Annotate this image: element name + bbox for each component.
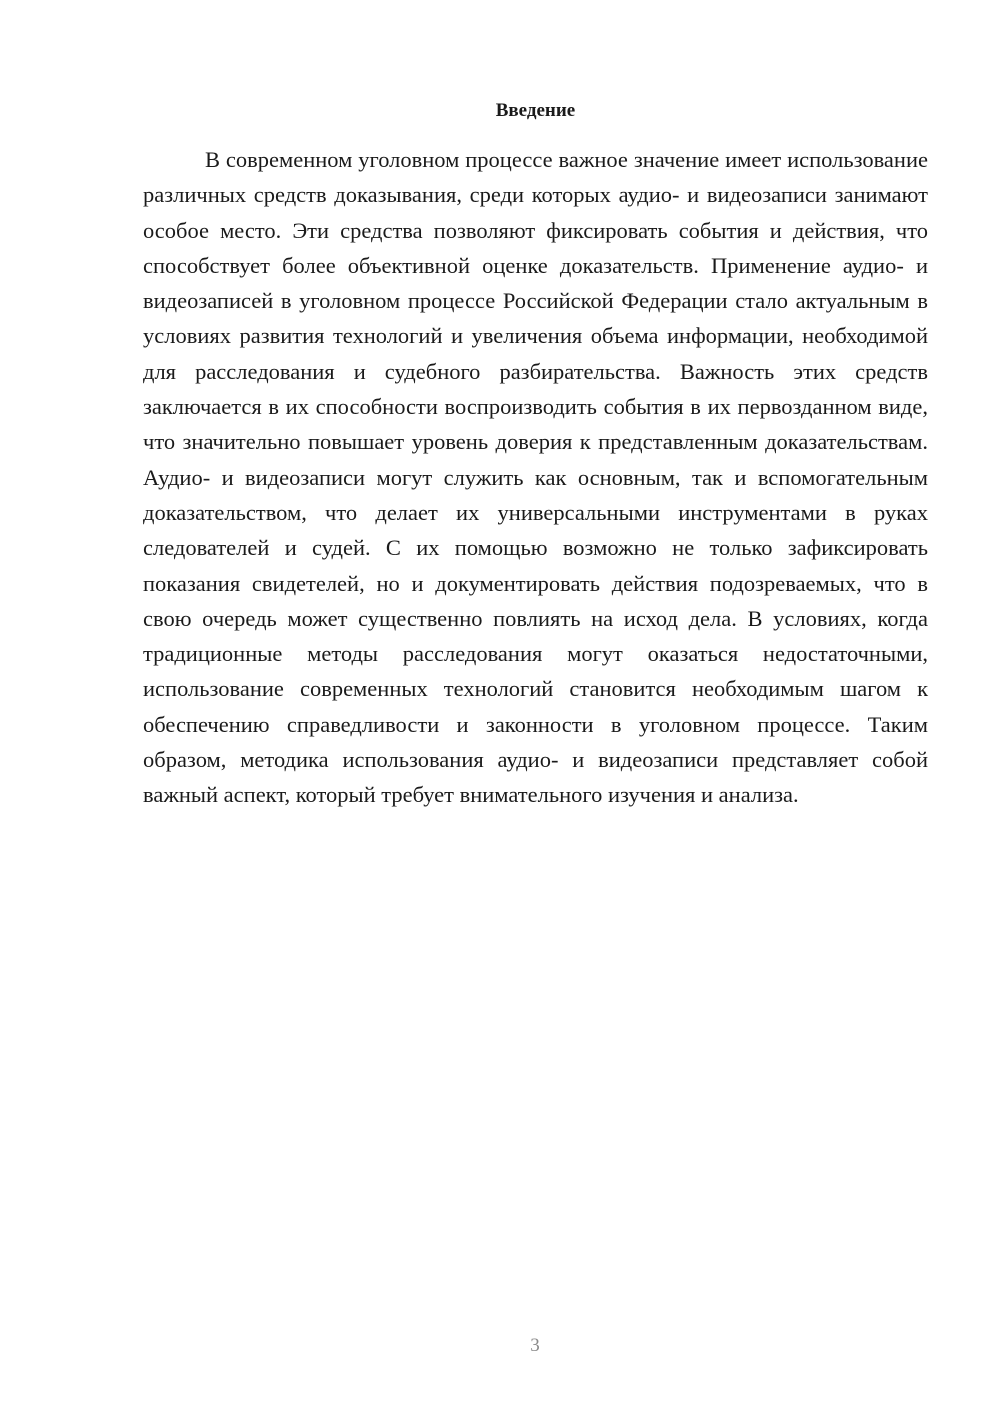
section-heading: Введение <box>495 100 576 121</box>
body-paragraph: В современном уголовном процессе важное значение имеет использование различных средств доказывания, среди которых аудио- и видеозаписи занимают особое место. Эти средства позволяют фиксировать события и действия, что способствует более объективной оценке доказательств. Применение аудио- и видеозаписей в уголовном процессе Российской Федерации стало актуальным в условиях развития технологий и увеличения объема информации, необходимой для расследования и судебного разбирательства. Важность этих средств заключается в их способности воспроизводить события в их первозданном виде, что значительно повышает уровень доверия к представленным доказательствам. Аудио- и видеозаписи могут служить как основным, так и вспомогательным доказательством, что делает их универсальными инструментами в руках следователей и судей. С их помощью возможно не только зафиксировать показания свидетелей, но и документировать действия подозреваемых, что в свою очередь может существенно повлиять на исход дела. В условиях, когда традиционные методы расследования могут оказаться недостаточными, использование современных технологий становится необходимым шагом к обеспечению справедливости и законности в уголовном процессе. Таким образом, методика использования аудио- и видеозаписи представляет собой важный аспект, который требует внимательного изучения и анализа. <box>143 147 928 808</box>
page-number: 3 <box>530 1335 540 1356</box>
